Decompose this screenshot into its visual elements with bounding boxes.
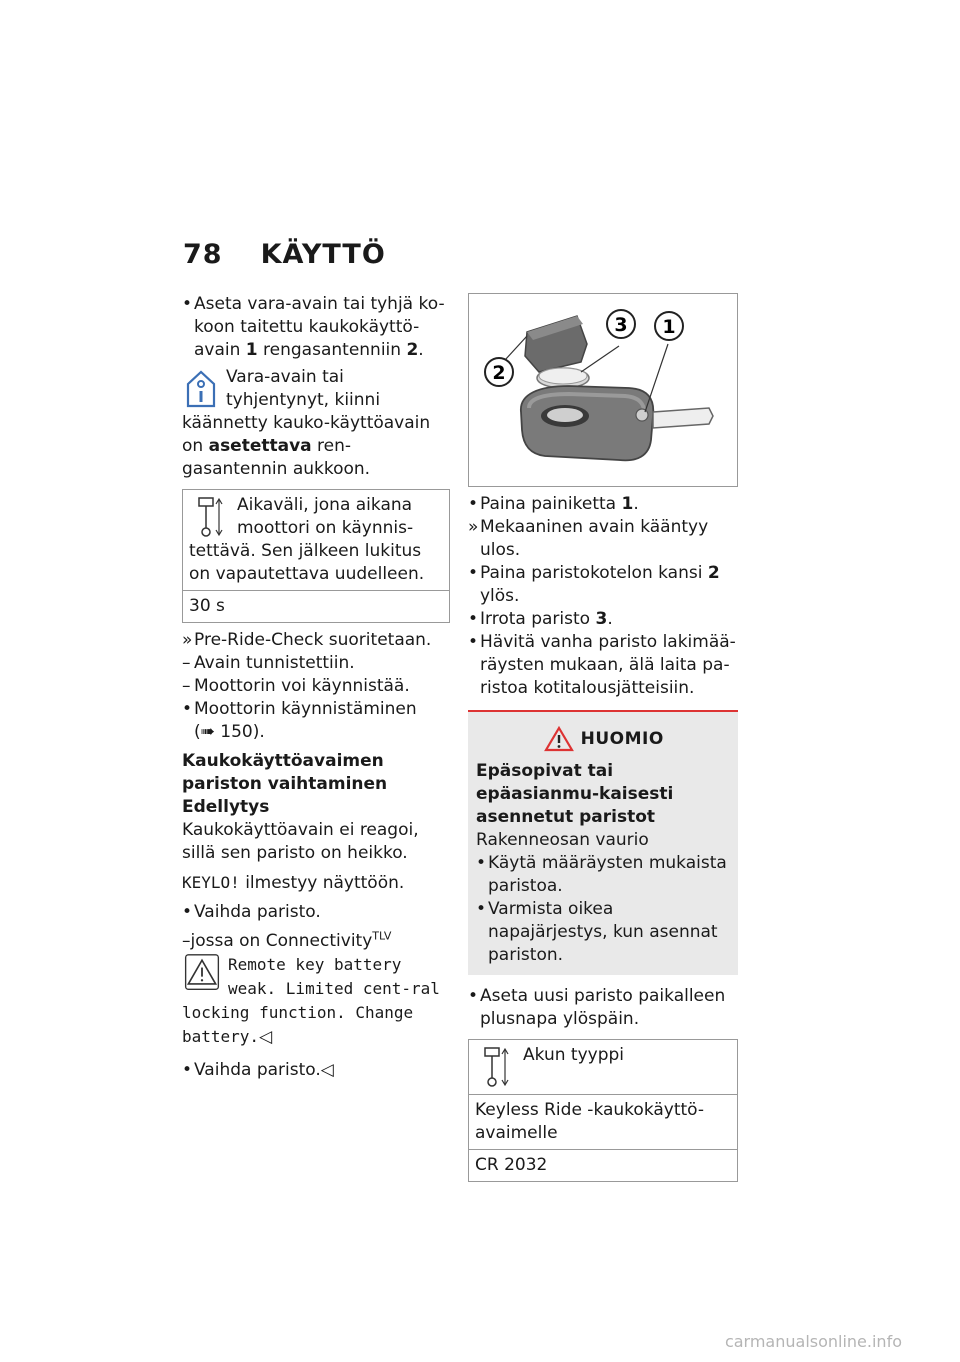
procedure-step: » Mekaaninen avain kääntyy ulos. [468, 517, 709, 560]
right-column [468, 293, 738, 1182]
page-header [183, 239, 386, 270]
result-item: – Moottorin voi käynnistää. [182, 676, 410, 696]
figure-label-2: 2 [492, 362, 506, 384]
procedure-steps [468, 493, 738, 700]
key-battery-figure [468, 293, 738, 487]
result-item: » Pre-Ride-Check suoritetaan. [182, 630, 432, 650]
end-mark: ◁ [259, 1027, 273, 1047]
warning-heading: Epäsopivat tai epäasianmu-kaisesti asennetut paristot [476, 761, 674, 827]
warning-consequence: Rakenneosan vaurio [476, 830, 649, 850]
subheading: Edellytys [182, 797, 270, 817]
timing-box: Aikaväli, jona aikana moottori on käynnis-tettävä. Sen jälkeen lukitus on vapautettava uudelleen. 30 s [182, 489, 450, 623]
figure-label-3: 3 [614, 314, 628, 336]
battery-type-value: CR 2032 [469, 1149, 737, 1181]
warning-box [468, 710, 738, 975]
info-note: Vara-avain tai tyhjentynyt, kiinni käännetty kauko-käyttöavain on asetettava ren-gasantennin aukkoon. [182, 367, 431, 479]
spec-icon [481, 1044, 511, 1090]
reference-arrow-icon: ➠ [200, 722, 215, 742]
step-start-engine: • Moottorin käynnistäminen (➠ 150). [182, 699, 417, 742]
battery-type-table: Akun tyyppi Keyless Ride -kaukokäyttö-avaimelle CR 2032 [468, 1039, 738, 1182]
battery-application: Keyless Ride -kaukokäyttö-avaimelle [469, 1094, 737, 1149]
warning-icon [544, 726, 574, 752]
connectivity-label: –jossa on Connectivity$^{TLV}$ [182, 929, 392, 951]
info-icon [182, 366, 220, 410]
watermark: carmanualsonline.info [724, 1332, 902, 1351]
step-replace-battery: • Vaihda paristo. [182, 902, 321, 922]
step-replace-battery-2: • Vaihda paristo.◁ [182, 1060, 334, 1080]
section-heading: Kaukokäyttöavaimen pariston vaihtaminen [182, 751, 388, 794]
display-code: KEYLO! [182, 873, 240, 892]
page-title: KÄYTTÖ [260, 239, 386, 270]
warning-title: HUOMIO [580, 729, 664, 749]
step-insert-key: • Aseta vara-avain tai tyhjä ko-koon taitettu kaukokäyttö-avain 1 rengasantenniin 2. [182, 294, 445, 360]
procedure-step: • Paina painiketta 1. [468, 494, 639, 514]
page-number: 78 [183, 239, 223, 270]
timing-value: 30 s [183, 590, 449, 622]
key-illustration [469, 294, 737, 486]
condition-text: Kaukokäyttöavain ei reagoi, sillä sen paristo on heikko. [182, 820, 419, 863]
left-column [182, 293, 450, 1082]
result-list [182, 629, 450, 698]
display-message: Remote key battery weak. Limited cent-ral locking function. Change battery.◁ [182, 955, 440, 1047]
procedure-step: • Paina paristokotelon kansi 2 ylös. [468, 563, 720, 606]
warning-item: • Varmista oikea napajärjestys, kun asennat pariston. [476, 899, 718, 965]
result-item: – Avain tunnistettiin. [182, 653, 355, 673]
step-insert-battery: • Aseta uusi paristo paikalleen plusnapa ylöspäin. [468, 986, 726, 1029]
figure-label-1: 1 [662, 316, 676, 338]
display-indicator: KEYLO! ilmestyy näyttöön. [182, 873, 405, 893]
procedure-step: • Hävitä vanha paristo lakimää-räysten mukaan, älä laita pa-ristoa kotitalousjätteisiin. [468, 632, 736, 698]
warning-item: • Käytä määräysten mukaista paristoa. [476, 853, 727, 896]
procedure-step: • Irrota paristo 3. [468, 609, 613, 629]
warning-triangle-icon [182, 953, 222, 993]
spec-icon [195, 494, 225, 540]
